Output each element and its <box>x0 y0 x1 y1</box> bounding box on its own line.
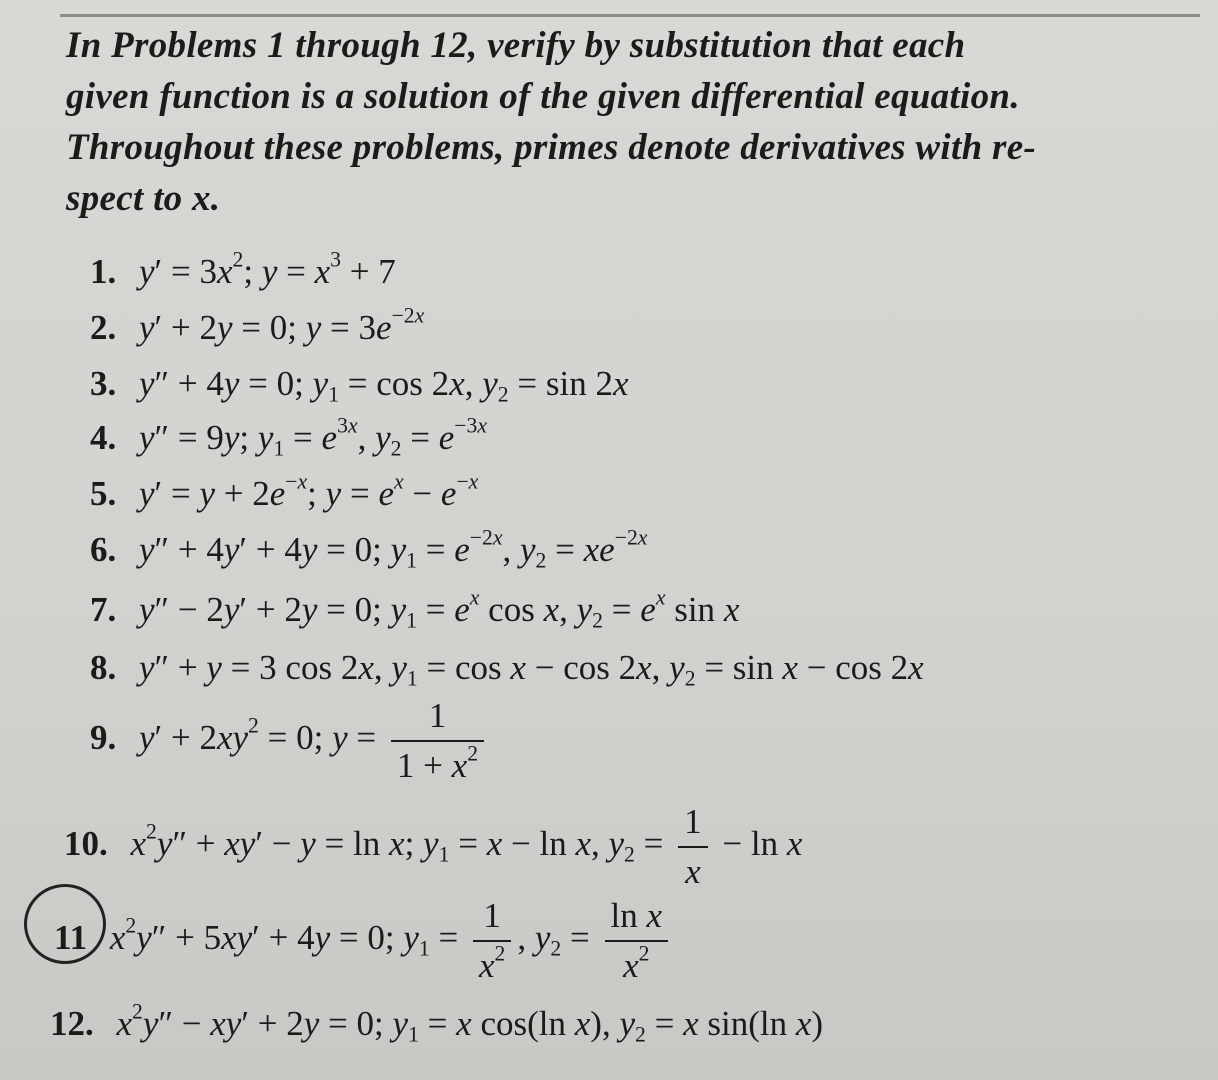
problem-equation: $y' = y + 2e^{-x}$; $y = e^x - e^{-x}$ <box>139 469 479 513</box>
problem-number: 10. <box>64 824 108 864</box>
problem-8 <box>90 648 924 691</box>
problem-number: 11 <box>54 918 88 958</box>
problem-equation: $y' + 2xy^2 = 0$; y = $\frac{1}{1 + x^2}$ <box>139 718 490 757</box>
instructions-paragraph <box>66 20 1176 224</box>
problem-1 <box>90 247 396 292</box>
problem-7 <box>90 585 740 633</box>
problem-number: 8. <box>90 648 117 687</box>
problem-equation: y″ + 4y = 0; $y_1 = \cos 2x$, $y_2 = \sin 2x$ <box>139 364 629 407</box>
problem-equation: y″ + y = 3 cos 2x, $y_1 = \cos x - \cos 2x$, $y_2 = \sin x - \cos 2x$ <box>139 648 924 691</box>
fraction: $\frac{1}{x}$ <box>678 802 708 892</box>
instructions-line-2: given function is a solution of the given differential equation. <box>66 76 1020 117</box>
fraction: $\frac{1}{x^2}$ <box>473 896 511 986</box>
problem-number: 5. <box>90 474 117 513</box>
problem-11 <box>54 896 674 986</box>
page-top-rule <box>60 14 1200 17</box>
problem-5 <box>90 469 479 514</box>
instructions-line-4: spect to x. <box>66 178 221 219</box>
problem-number: 1. <box>90 252 117 291</box>
problem-2 <box>90 303 425 348</box>
problem-12 <box>50 999 824 1047</box>
problem-number: 7. <box>90 590 117 629</box>
problem-equation: y″ + 4y′ + 4y = 0; $y_1 = e^{-2x}$, $y_2 = xe^{-2x}$ <box>139 525 648 573</box>
problem-number: 12. <box>50 1004 94 1043</box>
problem-10 <box>64 802 802 892</box>
problem-equation: $y' = 3x^2$; $y = x^3 + 7$ <box>139 247 396 291</box>
problem-equation: $x^2y'' + xy' - y = \ln x$; $y_1 = x - \ln x$, $y_2$ = $\frac{1}{x}$ − ln x <box>130 802 803 891</box>
problem-number: 9. <box>90 718 117 758</box>
problem-number: 2. <box>90 308 117 347</box>
instructions-line-3: Throughout these problems, primes denote derivatives with re- <box>66 127 1037 168</box>
problem-4 <box>90 413 487 461</box>
fraction: $\frac{1}{1 + x^2}$ <box>391 696 484 786</box>
problem-equation: y″ = 9y; $y_1 = e^{3x}$, $y_2 = e^{-3x}$ <box>139 413 487 461</box>
problem-number: 6. <box>90 530 117 569</box>
problem-9 <box>90 696 490 786</box>
problem-equation: $x^2y'' + 5xy' + 4y = 0$; $y_1$ = $\frac{1}{x^2}$ , $y_2$ = $\frac{\text{ln x}}{x^2}$ <box>110 918 674 957</box>
problem-3 <box>90 364 629 407</box>
problem-equation: y″ − 2y′ + 2y = 0; $y_1 = e^x$ cos x, $y_2 = e^x$ sin x <box>139 585 740 633</box>
problem-6 <box>90 525 648 573</box>
problem-number: 4. <box>90 418 117 457</box>
problem-equation: $x^2y'' - xy' + 2y = 0$; $y_1 = x$ cos(ln x), $y_2 = x$ sin(ln x) <box>116 999 824 1047</box>
problem-equation: y′ + 2y = 0; $y = 3e^{-2x}$ <box>139 303 425 347</box>
problem-number: 3. <box>90 364 117 403</box>
fraction: $\frac{\text{ln x}}{x^2}$ <box>605 896 669 986</box>
instructions-line-1: In Problems 1 through 12, verify by substitution that each <box>66 25 966 66</box>
